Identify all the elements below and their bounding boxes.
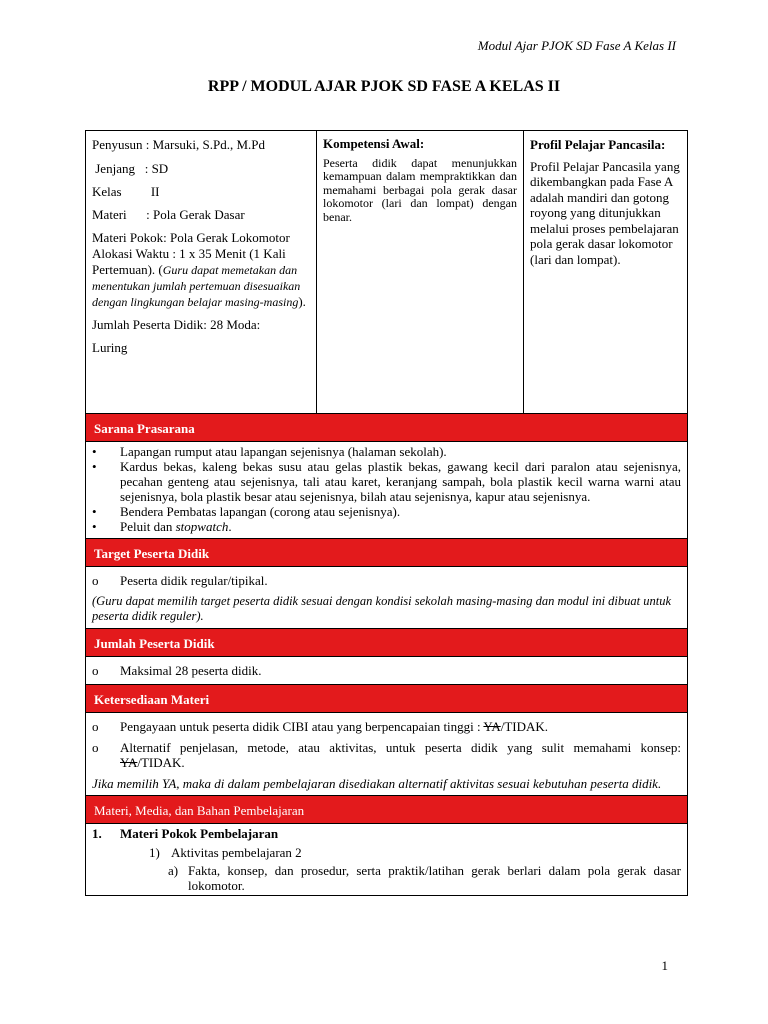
list-item: • Bendera Pembatas lapangan (corong atau sejenisnya). [92,504,401,519]
info-row [86,131,687,413]
activity-item: 1) Aktivitas pembelajaran 2 [149,845,302,860]
list-item: o Peserta didik regular/tipikal. [92,573,268,588]
materi: Materi : Pola Gerak Dasar [92,207,245,222]
document-title: RPP / MODUL AJAR PJOK SD FASE A KELAS II [207,78,561,95]
sarana-heading: Sarana Prasarana [86,413,687,442]
profil-text: Profil Pelajar Pancasila yang dikembangkan pada Fase A adalah mandiri dan gotong royong yang ditunjukkan melalui proses pembelajaran pola gerak dasar lokomotor (lari dan lompat). [530,158,680,267]
target-note: (Guru dapat memilih target peserta didik sesuai dengan kondisi sekolah masing-masing dan modul ini dibuat untuk peserta didik reguler). [92,594,672,623]
ketersediaan-note: Jika memilih YA, maka di dalam pembelajaran disediakan alternatif aktivitas sesuai kebutuhan peserta didik. [92,776,662,791]
alokasi-waktu: Alokasi Waktu : 1 x 35 Menit (1 Kali Pertemuan). (Guru dapat memetakan dan menentukan jumlah pertemuan disesuaikan dengan lingkungan belajar masing-masing). [92,246,306,309]
page-number: 1 [661,958,668,973]
target-heading: Target Peserta Didik [86,538,687,567]
list-item: o Alternatif penjelasan, metode, atau aktivitas, untuk peserta didik yang sulit memahami konsep: YA/TIDAK. [92,740,681,770]
kompetensi-text: Peserta didik dapat menunjukkan kemampuan dalam mempraktikkan dan memahami berbagai pola gerak dasar lokomotor (lari dan lompat) dengan benar. [323,155,517,224]
kompetensi-column [317,131,524,413]
list-item: • Lapangan rumput atau lapangan sejenisnya (halaman sekolah). [92,444,447,459]
penyusun: Penyusun : Marsuki, S.Pd., M.Pd [92,137,265,152]
lesson-plan-table [85,130,688,896]
kelas: Kelas II [92,184,160,199]
list-item: o Maksimal 28 peserta didik. [92,663,262,678]
profil-column [524,131,687,413]
list-item: • Peluit dan stopwatch. [92,519,232,534]
identity-column [86,131,317,413]
kompetensi-heading: Kompetensi Awal: [323,136,425,151]
jenjang: Jenjang : SD [92,161,169,176]
ketersediaan-section [86,713,687,795]
target-section [86,567,687,628]
jumlah-heading: Jumlah Peserta Didik [86,628,687,657]
list-item: o Pengayaan untuk peserta didik CIBI atau yang berpencapaian tinggi : YA/TIDAK. [92,719,549,734]
moda: Luring [92,340,128,355]
profil-heading: Profil Pelajar Pancasila: [530,137,666,152]
sarana-list [86,442,687,538]
activity-subitem: a) Fakta, konsep, dan prosedur, serta praktik/latihan gerak berlari dalam pola gerak dasar lokomotor. [168,863,681,893]
materi-media-section [86,824,687,895]
jumlah-section [86,657,687,684]
list-item: • Kardus bekas, kaleng bekas susu atau gelas plastik bekas, gawang kecil dari paralon atau sejenisnya, pecahan genteng atau sejenisnya, tali atau karet, keranjang sampah, bola plastik kecil warna warni atau sejenisnya, bola plastik besar atau sejenisnya, bilah atau sejenisnya, kapur atau sejenisnya. [92,459,681,504]
materi-pokok: Materi Pokok: Pola Gerak Lokomotor [92,230,290,245]
running-header: Modul Ajar PJOK SD Fase A Kelas II [477,38,676,53]
materi-pokok-heading: 1. Materi Pokok Pembelajaran [92,826,279,841]
jumlah-peserta: Jumlah Peserta Didik: 28 Moda: [92,317,261,332]
ketersediaan-heading: Ketersediaan Materi [86,684,687,713]
materi-media-heading: Materi, Media, dan Bahan Pembelajaran [86,795,687,824]
